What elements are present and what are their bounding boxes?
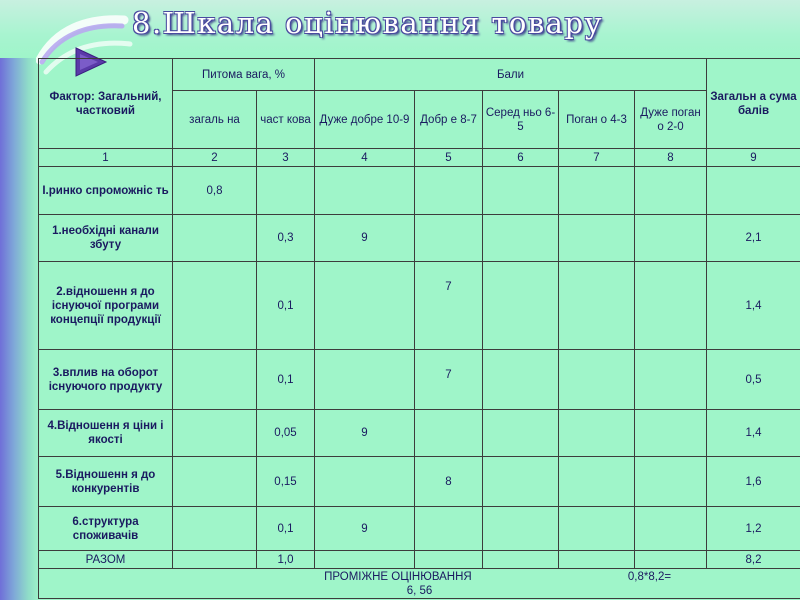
sum-total-cell: 8,2	[707, 551, 800, 569]
score-cell	[559, 551, 635, 569]
total-header: Загальн а сума балів	[707, 59, 800, 149]
total-cell: 1,4	[707, 410, 800, 457]
scores-header: Бали	[315, 59, 707, 91]
partial-weight-cell: 0,1	[257, 350, 315, 410]
footer-formula: 0,8*8,2=	[627, 570, 672, 583]
score-cell	[483, 410, 559, 457]
score-cell	[635, 350, 707, 410]
partial-weight-cell	[257, 167, 315, 215]
score-header-very-bad: Дуже поган о 2-0	[635, 91, 707, 149]
sum-general-cell	[173, 551, 257, 569]
weight-partial-header: част кова	[257, 91, 315, 149]
general-weight-cell: 0,8	[173, 167, 257, 215]
score-cell	[635, 457, 707, 507]
footer-result: 6, 56	[406, 584, 433, 597]
score-cell	[315, 551, 415, 569]
weight-header: Питома вага, %	[173, 59, 315, 91]
column-number: 3	[257, 149, 315, 167]
score-cell: 7	[415, 262, 483, 350]
weight-general-header: загаль на	[173, 91, 257, 149]
score-cell	[635, 215, 707, 262]
general-weight-cell	[173, 262, 257, 350]
score-cell: 9	[315, 507, 415, 551]
total-cell: 1,6	[707, 457, 800, 507]
sum-partial-cell: 1,0	[257, 551, 315, 569]
score-cell	[415, 167, 483, 215]
score-cell	[315, 262, 415, 350]
score-cell	[483, 507, 559, 551]
table-row	[39, 507, 800, 551]
score-header-good: Добр е 8-7	[415, 91, 483, 149]
footer-cell	[39, 569, 800, 599]
factor-cell: І.ринко спроможніс ть	[39, 167, 173, 215]
score-cell	[415, 410, 483, 457]
left-gradient-band	[0, 0, 40, 600]
total-cell: 0,5	[707, 350, 800, 410]
table-row	[39, 167, 800, 215]
score-header-average: Серед ньо 6-5	[483, 91, 559, 149]
general-weight-cell	[173, 457, 257, 507]
footer-row	[39, 569, 800, 599]
score-header-bad: Поган о 4-3	[559, 91, 635, 149]
total-cell: 2,1	[707, 215, 800, 262]
table-row	[39, 215, 800, 262]
score-cell	[559, 457, 635, 507]
score-cell	[635, 507, 707, 551]
total-cell	[707, 167, 800, 215]
partial-weight-cell: 0,3	[257, 215, 315, 262]
score-header-very-good: Дуже добре 10-9	[315, 91, 415, 149]
column-number: 9	[707, 149, 800, 167]
factor-cell: 4.Відношенн я ціни і якості	[39, 410, 173, 457]
score-cell: 9	[315, 410, 415, 457]
partial-weight-cell: 0,1	[257, 507, 315, 551]
column-number: 5	[415, 149, 483, 167]
score-cell	[483, 350, 559, 410]
score-cell	[415, 551, 483, 569]
general-weight-cell	[173, 350, 257, 410]
sum-row	[39, 551, 800, 569]
table-row	[39, 457, 800, 507]
table-row	[39, 262, 800, 350]
general-weight-cell	[173, 507, 257, 551]
score-cell	[483, 167, 559, 215]
score-cell	[635, 167, 707, 215]
factor-header: Фактор: Загальний, частковий	[39, 59, 173, 149]
sum-label: РАЗОМ	[39, 551, 173, 569]
score-cell	[483, 551, 559, 569]
column-number: 7	[559, 149, 635, 167]
column-number: 1	[39, 149, 173, 167]
score-cell	[483, 215, 559, 262]
score-cell	[559, 350, 635, 410]
general-weight-cell	[173, 215, 257, 262]
score-cell	[635, 410, 707, 457]
total-cell: 1,2	[707, 507, 800, 551]
score-cell	[415, 215, 483, 262]
factor-cell: 5.Відношенн я до конкурентів	[39, 457, 173, 507]
score-cell	[559, 410, 635, 457]
partial-weight-cell: 0,15	[257, 457, 315, 507]
column-number: 4	[315, 149, 415, 167]
score-cell: 8	[415, 457, 483, 507]
score-cell	[483, 457, 559, 507]
slide-title: 8.Шкала оцінювання товару	[132, 6, 604, 40]
footer-label: ПРОМІЖНЕ ОЦІНЮВАННЯ	[324, 570, 472, 583]
factor-cell: 6.структура споживачів	[39, 507, 173, 551]
column-number: 6	[483, 149, 559, 167]
evaluation-table	[38, 58, 800, 599]
general-weight-cell	[173, 410, 257, 457]
score-cell	[559, 262, 635, 350]
partial-weight-cell: 0,1	[257, 262, 315, 350]
column-number-row	[39, 149, 800, 167]
score-cell	[315, 457, 415, 507]
factor-cell: 1.необхідні канали збуту	[39, 215, 173, 262]
score-cell	[559, 507, 635, 551]
score-cell	[415, 507, 483, 551]
partial-weight-cell: 0,05	[257, 410, 315, 457]
header-row-1	[39, 59, 800, 91]
score-cell	[559, 215, 635, 262]
score-cell	[315, 350, 415, 410]
total-cell: 1,4	[707, 262, 800, 350]
column-number: 8	[635, 149, 707, 167]
table-row	[39, 350, 800, 410]
score-cell	[315, 167, 415, 215]
factor-cell: 2.відношенн я до існуючої програми концепції продукції	[39, 262, 173, 350]
score-cell: 9	[315, 215, 415, 262]
score-cell	[635, 551, 707, 569]
table-row	[39, 410, 800, 457]
score-cell: 7	[415, 350, 483, 410]
score-cell	[483, 262, 559, 350]
score-cell	[559, 167, 635, 215]
factor-cell: 3.вплив на оборот існуючого продукту	[39, 350, 173, 410]
score-cell	[635, 262, 707, 350]
column-number: 2	[173, 149, 257, 167]
